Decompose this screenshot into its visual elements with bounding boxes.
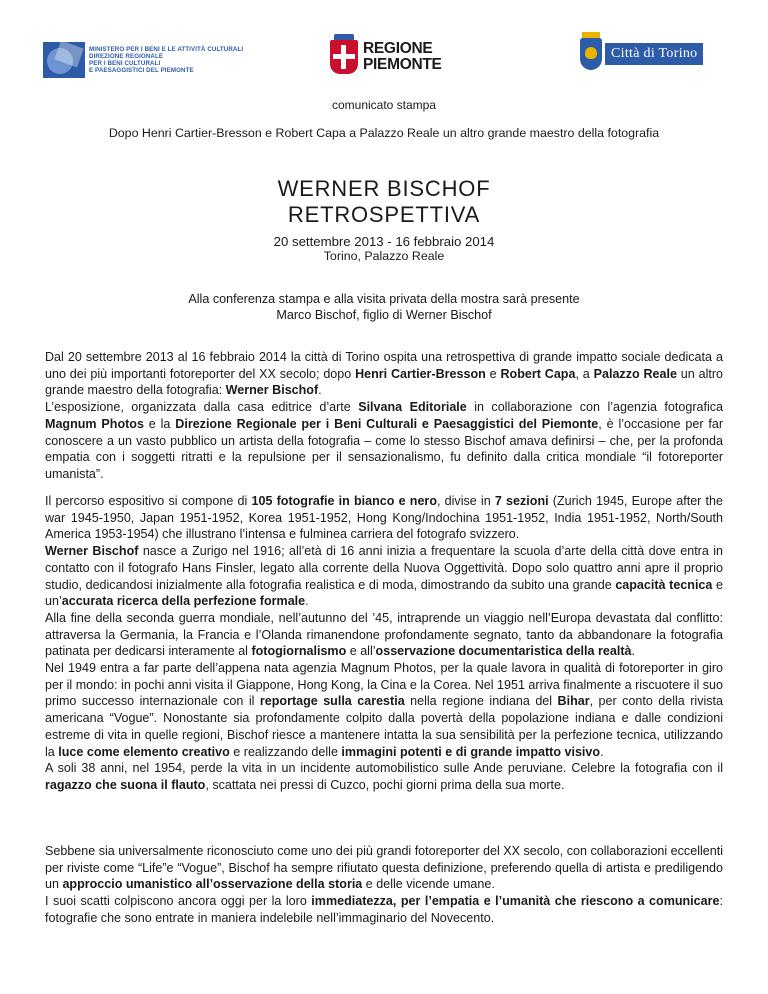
- text-run: , a: [575, 366, 594, 381]
- text-run: e realizzando delle: [229, 744, 342, 759]
- text-run: .: [318, 383, 322, 398]
- mibac-line: DIREZIONE REGIONALE: [89, 53, 164, 60]
- subheadline: Dopo Henri Cartier-Bresson e Robert Capa a Palazzo Reale un altro grande maestro della fotografia: [108, 126, 660, 140]
- citta-di-torino-logo: [580, 38, 703, 70]
- text-run: e delle vicende umane.: [362, 877, 495, 892]
- body-paragraph-2: [45, 493, 723, 794]
- bold-text-run: immediatezza, per l’empatia e l’umanità che riescono a comunicare: [311, 894, 720, 909]
- text-run: (Zurich 1945, Europe after the war 1945-1950, Japan 1951-1952, Korea 1951-1952, Hong Kong/Indochina 1951-1952, India 1951-1952, North/South America 1953-1954) che illustrano l’intensa e fulminea carriera del fotografo svizzero.: [45, 494, 723, 542]
- torino-shield-icon: [580, 38, 602, 70]
- bold-text-run: Werner Bischof: [45, 544, 139, 559]
- bold-text-run: 105 fotografie in bianco e nero: [251, 494, 437, 508]
- text-run: Sebbene sia universalmente riconosciuto come uno dei più grandi fotoreporter del XX secolo, con collaborazioni eccellenti per riviste come “Life”e “Vogue”, Bischof ha sempre rifiutato questa definizione, preferendo quella di artista e prediligendo un: [45, 844, 723, 892]
- conference-note: Alla conferenza stampa e alla visita privata della mostra sarà presente: [188, 292, 580, 306]
- text-run: .: [600, 744, 604, 759]
- bold-text-run: immagini potenti e di grande impatto visivo: [341, 744, 601, 759]
- mibac-logo: [43, 42, 243, 78]
- text-run: Nel 1949 entra a far parte dell’appena nata agenzia Magnum Photos, per la quale lavora in qualità di fotoreporter in giro per il mondo: in pochi anni visita il Giappone, Hong Kong, la Cina e la Corea. Nel 1951 arriva finalmente a riscuotere il suo primo successo internazionale con il: [45, 661, 723, 709]
- text-run: Il percorso espositivo si compone di: [45, 494, 252, 508]
- bold-text-run: Silvana Editoriale: [358, 400, 467, 415]
- bold-text-run: capacità tecnica: [615, 577, 713, 592]
- exhibition-dates: 20 settembre 2013 - 16 febbraio 2014: [273, 234, 495, 249]
- bold-text-run: approccio umanistico all’osservazione della storia: [62, 877, 363, 892]
- bold-text-run: Robert Capa: [500, 366, 576, 381]
- text-run: .: [631, 644, 635, 659]
- bold-text-run: Direzione Regionale per i Beni Culturali e Paesaggistici del Piemonte: [175, 416, 599, 431]
- text-run: e all’: [346, 644, 376, 659]
- conference-guest: Marco Bischof, figlio di Werner Bischof: [276, 308, 492, 322]
- text-run: , divise in: [436, 494, 495, 508]
- exhibition-place: Torino, Palazzo Reale: [323, 249, 445, 263]
- text-run: in collaborazione con l’agenzia fotografica: [466, 400, 723, 415]
- torino-wordmark: Città di Torino: [605, 43, 703, 65]
- bold-text-run: Bihar: [557, 694, 590, 709]
- text-run: I suoi scatti colpiscono ancora oggi per la loro: [45, 894, 312, 909]
- text-run: , scattata nei pressi di Cuzco, pochi giorni prima della sua morte.: [205, 777, 565, 792]
- bold-text-run: accurata ricerca della perfezione formale: [61, 594, 306, 609]
- body-paragraph-3: [45, 843, 723, 927]
- text-run: e un’: [45, 577, 723, 609]
- title-line-1: WERNER BISCHOF: [277, 176, 491, 201]
- text-run: .: [305, 594, 309, 609]
- text-run: : fotografie che sono entrate in maniera indelebile nell’immaginario del Novecento.: [45, 894, 723, 925]
- piemonte-line-1: REGIONE: [363, 40, 433, 57]
- mibac-line: PER I BENI CULTURALI: [89, 60, 161, 67]
- bold-text-run: osservazione documentaristica della realtà: [375, 644, 632, 659]
- piemonte-shield-icon: [330, 40, 358, 74]
- comunicato-label: comunicato stampa: [331, 98, 437, 112]
- piemonte-wordmark: [363, 41, 442, 73]
- text-run: e la: [143, 416, 176, 431]
- text-run: A soli 38 anni, nel 1954, perde la vita in un incidente automobilistico sulle Ande peruviane. Celebre la fotografia con il: [45, 761, 723, 776]
- title-line-2: RETROSPETTIVA: [287, 202, 481, 227]
- bold-text-run: ragazzo che suona il flauto: [45, 777, 206, 792]
- text-run: e: [485, 366, 501, 381]
- text-run: nella regione indiana del: [404, 694, 558, 709]
- mibac-line: E PAESAGGISTICI DEL PIEMONTE: [89, 67, 194, 74]
- bold-text-run: Palazzo Reale: [593, 366, 677, 381]
- mibac-text: [89, 46, 243, 74]
- text-run: nasce a Zurigo nel 1916; all’età di 16 anni inizia a frequentare la scuola d’arte della città dove entra in contatto con il fotografo Hans Finsler, legato alla corrente della Nuova Oggettività. Dopo solo quattro anni apre il proprio studio, dedicandosi inizialmente alla fotografia realistica e di moda, dimostrando da subito una grande: [45, 544, 723, 592]
- bold-text-run: reportage sulla carestia: [259, 694, 405, 709]
- bold-text-run: 7 sezioni: [494, 494, 549, 508]
- body-paragraph-1: [45, 349, 723, 483]
- bold-text-run: fotogiornalismo: [251, 644, 347, 659]
- text-run: Dal 20 settembre 2013 al 16 febbraio 2014 la città di Torino ospita una retrospettiva di grande impatto sociale dedicata a uno dei più importanti fotoreporter del XX secolo; dopo: [45, 350, 723, 381]
- mibac-line: MINISTERO PER I BENI E LE ATTIVITÀ CULTURALI: [89, 46, 244, 53]
- text-run: , è l’occasione per far conoscere a un vasto pubblico un artista della fotografia – come lo stesso Bischof amava definirsi – che, per la profonda empatia con i soggetti ritratti e la repulsione per il sensazionalismo, fu definito dalla critica mondiale “il fotoreporter umanista”.: [45, 416, 723, 481]
- bold-text-run: Henri Cartier-Bresson: [355, 366, 486, 381]
- logo-bar: [0, 36, 768, 86]
- text-run: , per conto della rivista americana “Vogue”. Nonostante sia profondamente colpito dalla povertà della popolazione indiana e dalle condizioni estreme di vita in quelle regioni, Bischof riesce a mantenere intatta la sua sensibilità per la perfezione tecnica, utilizzando la: [45, 694, 724, 759]
- text-run: Alla fine della seconda guerra mondiale, nell’autunno del ’45, intraprende un viaggio nell’Europa devastata dal conflitto: attraversa la Germania, la Francia e l’Olanda rimanendone profondamente segnato, tanto da abbandonare la fotografia patinata per dedicarsi interamente al: [45, 610, 723, 659]
- text-run: un altro grande maestro della fotografia:: [45, 366, 723, 398]
- bold-text-run: Werner Bischof: [225, 383, 319, 398]
- exhibition-title: [0, 176, 768, 228]
- piemonte-line-2: PIEMONTE: [363, 56, 442, 73]
- regione-piemonte-logo: [330, 40, 442, 74]
- mibac-mark-icon: [43, 42, 85, 78]
- text-run: L’esposizione, organizzata dalla casa editrice d’arte: [45, 400, 359, 415]
- bold-text-run: Magnum Photos: [45, 416, 144, 431]
- bold-text-run: luce come elemento creativo: [58, 744, 230, 759]
